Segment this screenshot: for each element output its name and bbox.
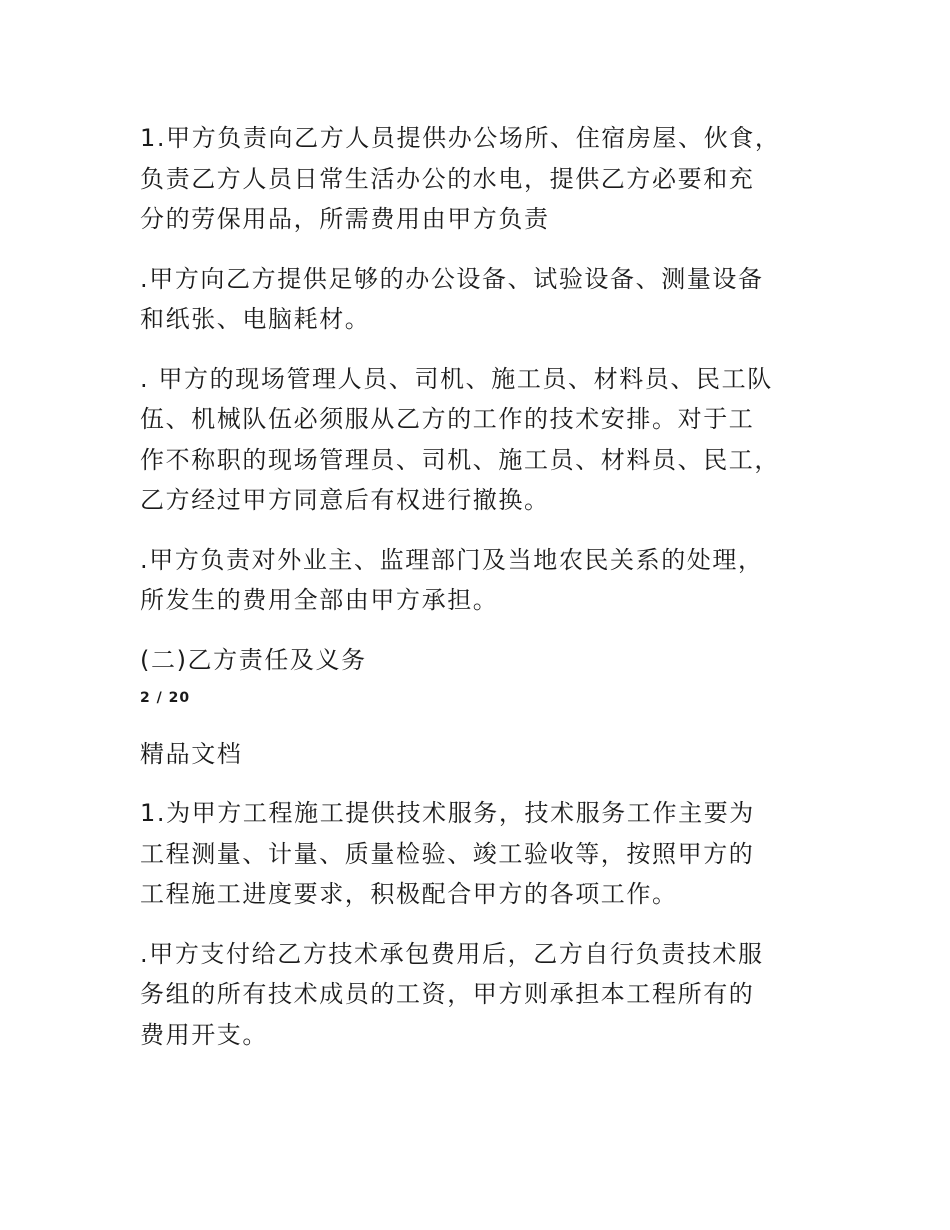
document-header-label: 精品文档 bbox=[140, 740, 243, 768]
text-line: 1.为甲方工程施工提供技术服务，技术服务工作主要为 bbox=[140, 799, 755, 827]
text-line: 负责乙方人员日常生活办公的水电，提供乙方必要和充 bbox=[140, 164, 755, 193]
text-line: 所发生的费用全部由甲方承担。 bbox=[140, 586, 499, 614]
text-line: 1.甲方负责向乙方人员提供办公场所、住宿房屋、伙食， bbox=[140, 124, 781, 152]
text-line: 作不称职的现场管理员、司机、施工员、材料员、民工， bbox=[140, 445, 780, 474]
text-line: .甲方支付给乙方技术承包费用后，乙方自行负责技术服 bbox=[140, 939, 764, 968]
text-line: 分的劳保用品，所需费用由甲方负责 bbox=[140, 205, 550, 233]
text-line: 工程测量、计量、质量检验、竣工验收等，按照甲方的 bbox=[140, 839, 755, 868]
page-number: 2 / 20 bbox=[140, 690, 191, 706]
paragraph-party-a-duty-2 bbox=[140, 259, 820, 340]
text-line: 务组的所有技术成员的工资，甲方则承担本工程所有的 bbox=[140, 980, 755, 1008]
document-page bbox=[140, 118, 820, 1074]
text-line: 费用开支。 bbox=[140, 1020, 268, 1049]
text-line: .甲方负责对外业主、监理部门及当地农民关系的处理， bbox=[140, 545, 764, 574]
text-line: 和纸张、电脑耗材。 bbox=[140, 305, 371, 333]
text-line: .甲方向乙方提供足够的办公设备、试验设备、测量设备 bbox=[140, 264, 764, 293]
paragraph-party-a-duty-4 bbox=[140, 540, 820, 621]
text-line: 伍、机械队伍必须服从乙方的工作的技术安排。对于工 bbox=[140, 405, 755, 433]
paragraph-party-a-duty-1 bbox=[140, 118, 820, 240]
text-line: 工程施工进度要求，积极配合甲方的各项工作。 bbox=[140, 880, 678, 908]
paragraph-party-b-duty-2 bbox=[140, 934, 820, 1056]
paragraph-party-a-duty-3 bbox=[140, 359, 820, 521]
text-line: . 甲方的现场管理人员、司机、施工员、材料员、民工队 bbox=[140, 364, 773, 393]
section-heading: (二)乙方责任及义务 bbox=[140, 645, 367, 674]
text-line: 乙方经过甲方同意后有权进行撤换。 bbox=[140, 486, 550, 514]
paragraph-party-b-duty-1 bbox=[140, 793, 820, 915]
